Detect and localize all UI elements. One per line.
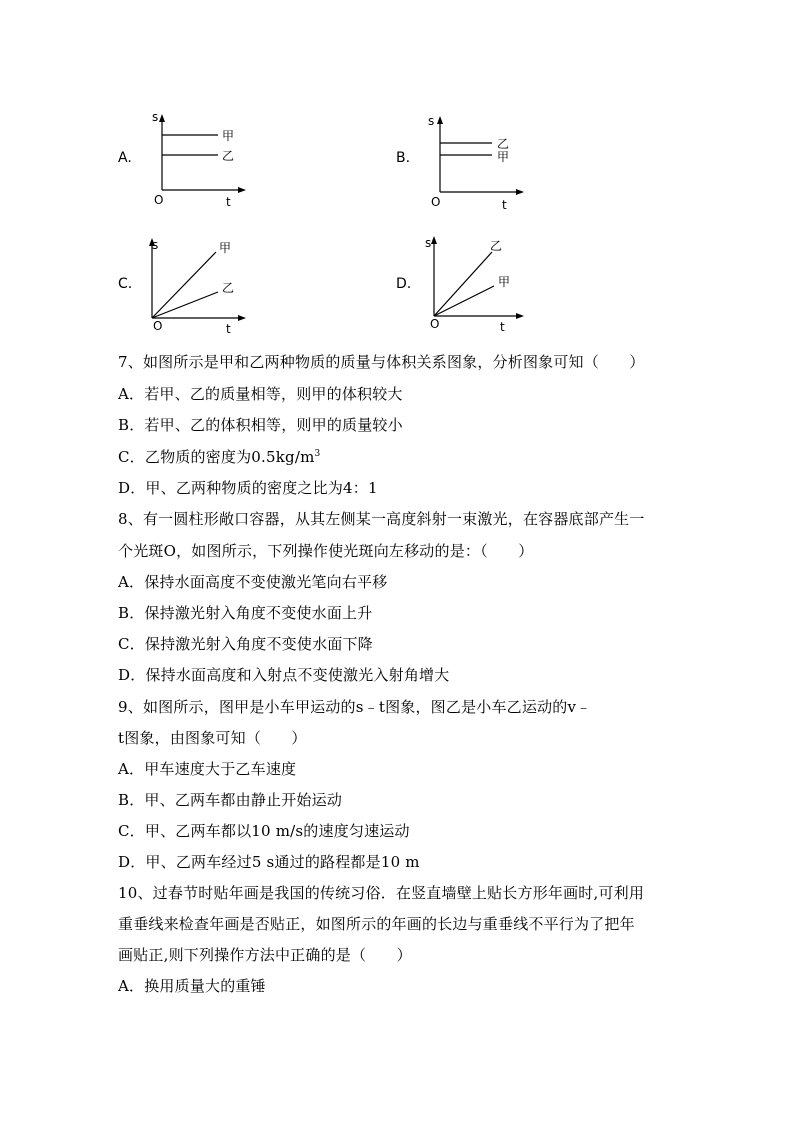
graph-option-c xyxy=(130,230,330,340)
t-axis-label: t xyxy=(500,320,505,334)
s-axis-arrow xyxy=(437,116,443,124)
t-axis-arrow xyxy=(238,187,246,193)
s-axis-arrow xyxy=(159,114,165,122)
origin-label: O xyxy=(153,319,163,333)
q9-option-c: C．甲、乙两车都以10 m/s的速度匀速运动 xyxy=(118,822,410,840)
t-axis-arrow xyxy=(516,189,524,195)
line-steep-label: 甲 xyxy=(219,241,232,255)
origin-label: O xyxy=(154,193,164,207)
s-axis-label: s xyxy=(152,110,159,124)
graph-option-b xyxy=(418,110,618,220)
q8-stem-line2: 个光斑O，如图所示，下列操作使光斑向左移动的是：（ ） xyxy=(118,542,534,560)
t-axis-label: t xyxy=(502,198,507,212)
option-d-graph-label: D. xyxy=(396,276,412,292)
s-axis-label: s xyxy=(425,236,432,250)
t-axis-arrow xyxy=(516,313,524,319)
origin-label: O xyxy=(430,317,440,331)
graph-option-a xyxy=(140,108,340,218)
line-steep xyxy=(152,252,216,318)
graph-option-d xyxy=(410,228,610,338)
t-axis-arrow xyxy=(238,315,246,321)
line-shallow-label: 甲 xyxy=(498,275,511,289)
option-c-graph-label: C. xyxy=(118,276,133,292)
q7-stem: 7、如图所示是甲和乙两种物质的质量与体积关系图象，分析图象可知（ ） xyxy=(118,353,645,371)
s-axis-label: s xyxy=(428,114,435,128)
q7-option-c-text: C．乙物质的密度为0.5kg/m xyxy=(118,448,315,466)
s-axis-arrow xyxy=(431,236,437,244)
q8-option-b: B．保持激光射入角度不变使水面上升 xyxy=(118,604,373,622)
t-axis-label: t xyxy=(226,322,231,336)
q7-option-c xyxy=(118,446,320,467)
q7-option-b: B．若甲、乙的体积相等，则甲的质量较小 xyxy=(118,416,403,434)
line-steep xyxy=(434,252,492,316)
q8-stem-line1: 8、有一圆柱形敞口容器，从其左侧某一高度斜射一束激光，在容器底部产生一 xyxy=(118,510,645,528)
q8-option-c: C．保持激光射入角度不变使水面下降 xyxy=(118,635,373,653)
line-steep-label: 乙 xyxy=(490,239,503,253)
q10-stem-line3: 画贴正,则下列操作方法中正确的是（ ） xyxy=(118,946,412,964)
option-b-graph-label: B. xyxy=(396,150,411,166)
line-shallow xyxy=(152,292,218,318)
line-shallow xyxy=(434,286,494,316)
s-axis-label: s xyxy=(152,238,159,252)
line-upper-label: 乙 xyxy=(497,137,510,151)
line-shallow-label: 乙 xyxy=(222,281,235,295)
q8-option-d: D．保持水面高度和入射点不变使激光入射角增大 xyxy=(118,666,450,684)
q9-option-a: A．甲车速度大于乙车速度 xyxy=(118,760,297,778)
q7-option-d: D．甲、乙两种物质的密度之比为4：1 xyxy=(118,479,378,497)
t-axis-label: t xyxy=(226,195,231,209)
q9-stem-line2: t图象，由图象可知（ ） xyxy=(118,729,307,747)
q9-stem-line1: 9、如图所示，图甲是小车甲运动的s﹣t图象，图乙是小车乙运动的v﹣ xyxy=(118,698,592,716)
line-lower-label: 甲 xyxy=(497,150,510,164)
q10-stem-line2: 重垂线来检查年画是否贴正，如图所示的年画的长边与重垂线不平行为了把年 xyxy=(118,915,635,933)
line-lower-label: 乙 xyxy=(222,149,235,163)
q10-stem-line1: 10、过春节时贴年画是我国的传统习俗．在竖直墙壁上贴长方形年画时,可利用 xyxy=(118,884,645,902)
origin-label: O xyxy=(431,195,441,209)
option-a-graph-label: A. xyxy=(118,150,132,166)
q7-option-a: A．若甲、乙的质量相等，则甲的体积较大 xyxy=(118,385,403,403)
q7-option-c-superscript: 3 xyxy=(314,449,321,459)
line-upper-label: 甲 xyxy=(222,129,235,143)
q8-option-a: A．保持水面高度不变使激光笔向右平移 xyxy=(118,573,388,591)
q9-option-d: D．甲、乙两车经过5 s通过的路程都是10 m xyxy=(118,853,420,871)
q10-option-a: A．换用质量大的重锤 xyxy=(118,977,266,995)
q9-option-b: B．甲、乙两车都由静止开始运动 xyxy=(118,791,343,809)
